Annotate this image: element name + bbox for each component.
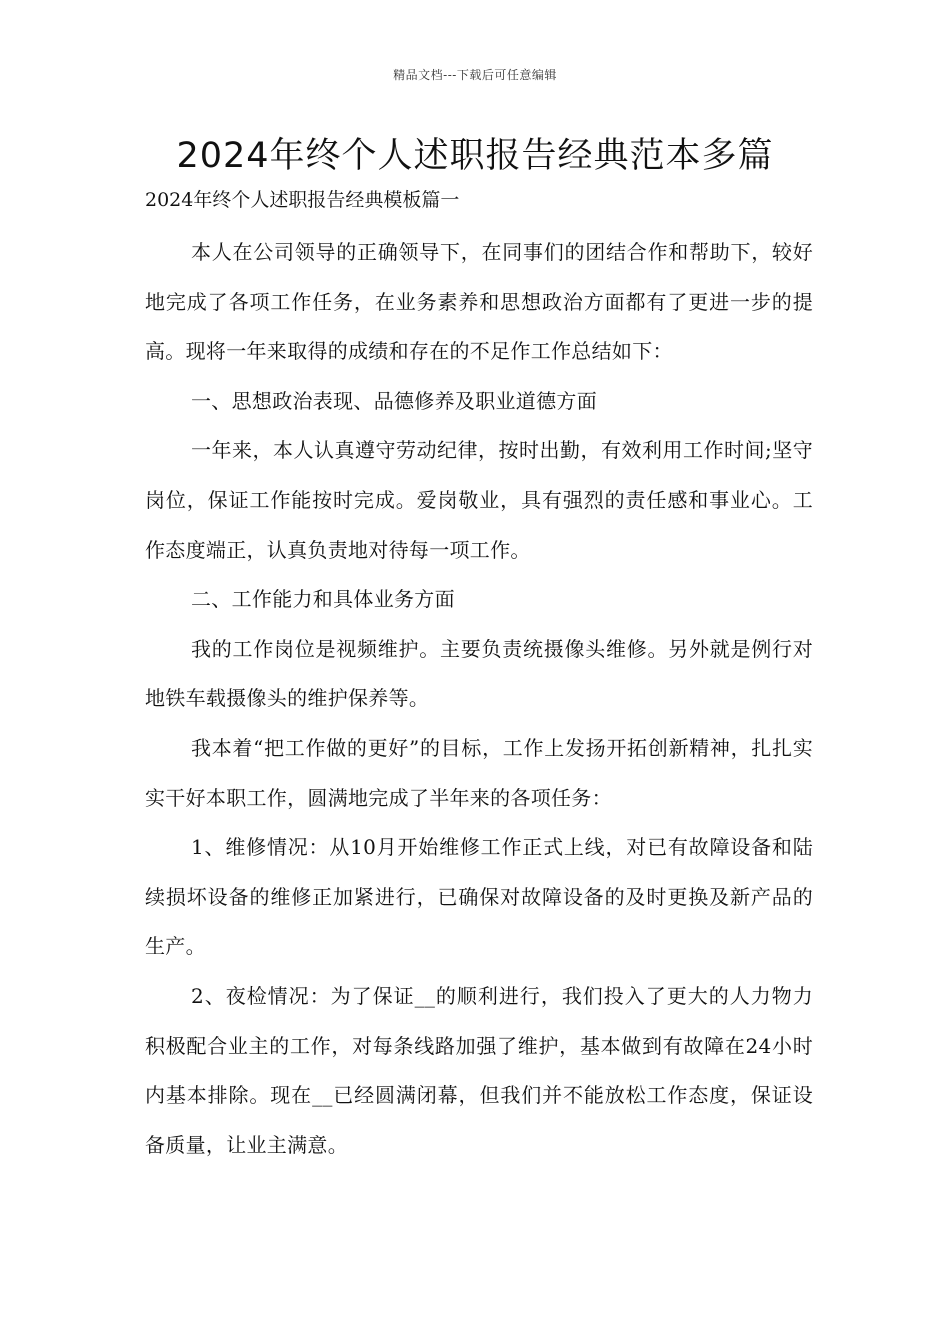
paragraph-goal: 我本着“把工作做的更好”的目标，工作上发扬开拓创新精神，扎扎实实干好本职工作，圆满地完成了半年来的各项任务： xyxy=(145,735,813,810)
paragraph-job-role: 我的工作岗位是视频维护。主要负责统摄像头维修。另外就是例行对地铁车载摄像头的维护保养等。 xyxy=(145,636,813,711)
document-body xyxy=(145,228,813,1170)
header-note: 精品文档---下载后可任意编辑 xyxy=(393,68,557,82)
section-heading-2: 二、工作能力和具体业务方面 xyxy=(191,587,455,612)
paragraph-intro: 本人在公司领导的正确领导下，在同事们的团结合作和帮助下，较好地完成了各项工作任务，在业务素养和思想政治方面都有了更进一步的提高。现将一年来取得的成绩和存在的不足作工作总结如下： xyxy=(145,240,813,364)
paragraph-repair: 1、维修情况：从10月开始维修工作正式上线，对已有故障设备和陆续损坏设备的维修正加紧进行，已确保对故障设备的及时更换及新产品的生产。 xyxy=(145,835,813,959)
section-heading-1: 一、思想政治表现、品德修养及职业道德方面 xyxy=(191,388,597,413)
paragraph-night-check: 2、夜检情况：为了保证__的顺利进行，我们投入了更大的人力物力积极配合业主的工作，对每条线路加强了维护，基本做到有故障在24小时内基本排除。现在__已经圆满闭幕，但我们并不能放松工作态度，保证设备质量，让业主满意。 xyxy=(145,983,813,1157)
document-title: 2024年终个人述职报告经典范本多篇 xyxy=(176,136,774,176)
document-subtitle: 2024年终个人述职报告经典模板篇一 xyxy=(145,189,460,211)
paragraph-section-1: 一年来，本人认真遵守劳动纪律，按时出勤，有效利用工作时间;坚守岗位，保证工作能按时完成。爱岗敬业，具有强烈的责任感和事业心。工作态度端正，认真负责地对待每一项工作。 xyxy=(145,438,813,562)
